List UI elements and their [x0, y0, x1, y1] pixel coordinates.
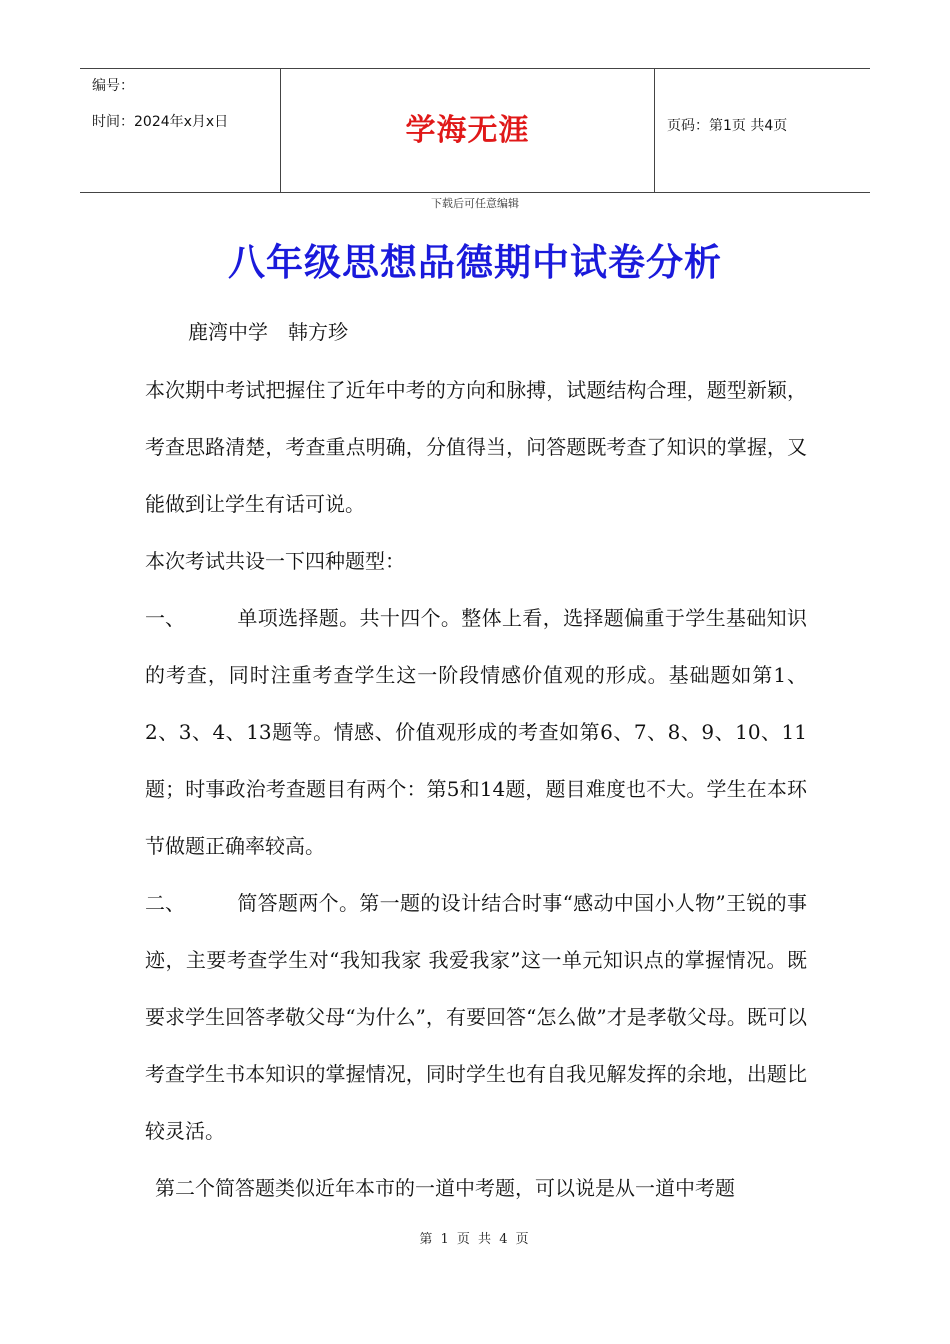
section-text-1: 单项选择题。共十四个。整体上看，选择题偏重于学生基础知识的考查，同时注重考查学生这一阶段情感价值观的形成。基础题如第1、2、3、4、13题等。情感、价值观形成的考查如第6、7、8、9、10、11题；时事政治考查题目有两个：第5和14题，题目难度也不大。学生在本环节做题正确率较高。 [145, 606, 807, 858]
page-info: 页码：第1页 共4页 [667, 118, 788, 134]
editable-note: 下载后可任意编辑 [431, 197, 519, 210]
brand-title: 学海无涯 [405, 113, 530, 148]
header-brand-cell [281, 69, 655, 192]
header-table [80, 68, 870, 193]
paragraph-intro: 本次期中考试把握住了近年中考的方向和脉搏，试题结构合理，题型新颖，考查思路清楚，考查重点明确，分值得当，问答题既考查了知识的掌握，又能做到让学生有话可说。 [145, 378, 807, 516]
document-title: 八年级思想品德期中试卷分析 [228, 241, 722, 284]
time-label: 时间：2024年x月x日 [92, 114, 229, 130]
page-footer: 第 1 页 共 4 页 [419, 1232, 531, 1247]
number-label: 编号： [92, 78, 134, 94]
section-number-1: 一、 [145, 606, 185, 630]
section-number-2: 二、 [145, 891, 185, 915]
author-line: 鹿湾中学 韩方珍 [188, 320, 348, 344]
document-body [145, 362, 807, 1217]
paragraph-second-question: 第二个简答题类似近年本市的一道中考题，可以说是从一道中考题 [155, 1176, 735, 1200]
paragraph-section-1 [145, 590, 807, 875]
section-text-2: 简答题两个。第一题的设计结合时事“感动中国小人物”王锐的事迹，主要考查学生对“我知我家 我爱我家”这一单元知识点的掌握情况。既要求学生回答孝敬父母“为什么”，有要回答“怎么做”才是孝敬父母。既可以考查学生书本知识的掌握情况，同时学生也有自我见解发挥的余地，出题比较灵活。 [145, 891, 807, 1143]
paragraph-section-2 [145, 875, 807, 1160]
paragraph-types: 本次考试共设一下四种题型： [145, 549, 405, 573]
header-left-cell [80, 69, 281, 192]
header-right-cell [655, 69, 870, 192]
